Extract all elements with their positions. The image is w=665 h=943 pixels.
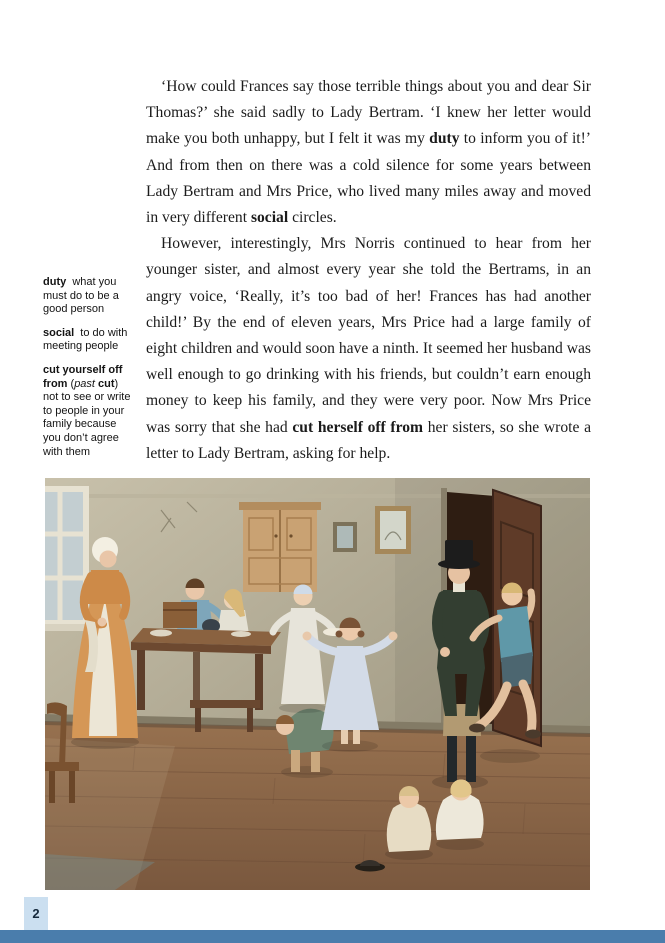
glossary-definition: ) not to see or write to people in your family because you don’t agree with them [43,377,134,458]
main-text [146,74,591,467]
text-segment: her sisters, so she wrote a letter to Lady Bertram, asking for help. [146,418,591,462]
illustration [45,478,590,890]
plate [231,631,251,637]
glossary-term: cut [98,377,115,390]
cupboard [239,502,321,592]
glossary-definition: to do with meeting people [43,326,131,353]
glossary-note-social [43,327,136,354]
box-on-table [163,602,197,628]
glossary-past-label: past [74,377,95,390]
plate [150,630,172,637]
text-segment: circles. [288,209,337,227]
paragraph-1 [146,74,591,231]
glossary-definition: ( [67,377,75,390]
glossary-note-duty [43,276,136,317]
text-segment: ‘How could Frances say those terrible things about you and dear Sir Thomas?’ she said sadly to Lady Bertram. ‘I knew her letter would make you both unhappy, but I felt it was my [146,78,591,148]
glossary [43,276,136,469]
glossary-term: duty [43,276,67,288]
bold-phrase-cut-herself-off-from: cut herself off from [292,418,424,436]
footer-bar [0,930,665,943]
glossary-note-cut-yourself-off-from [43,364,136,459]
paragraph-2 [146,231,591,467]
bold-word-duty: duty [429,130,460,148]
glossary-definition: what you must do to be a good person [43,276,122,316]
glossary-term: social [43,326,75,339]
page-number: 2 [32,906,40,921]
text-segment: to inform you of it!’ And from then on there was a cold silence for some years between Lady Bertram and Mrs Price, who lived many miles away and moved in very different [146,130,591,227]
glossary-term: cut yourself off from [43,363,126,390]
page-number-badge [24,897,48,930]
bold-word-social: social [250,209,289,227]
text-segment: However, interestingly, Mrs Norris continued to hear from her younger sister, and almost every year she told the Bertrams, in an angry voice, ‘Really, it’s too bad of her! Frances has had another child!’ By the end of eleven years, Mrs Price had a large family of eight children and would soon have a ninth. It seemed her husband was well enough to go drinking with his friends, but couldn’t earn enough money to keep his family, and they were very poor. Now Mrs Price was sorry that she had [146,235,591,436]
